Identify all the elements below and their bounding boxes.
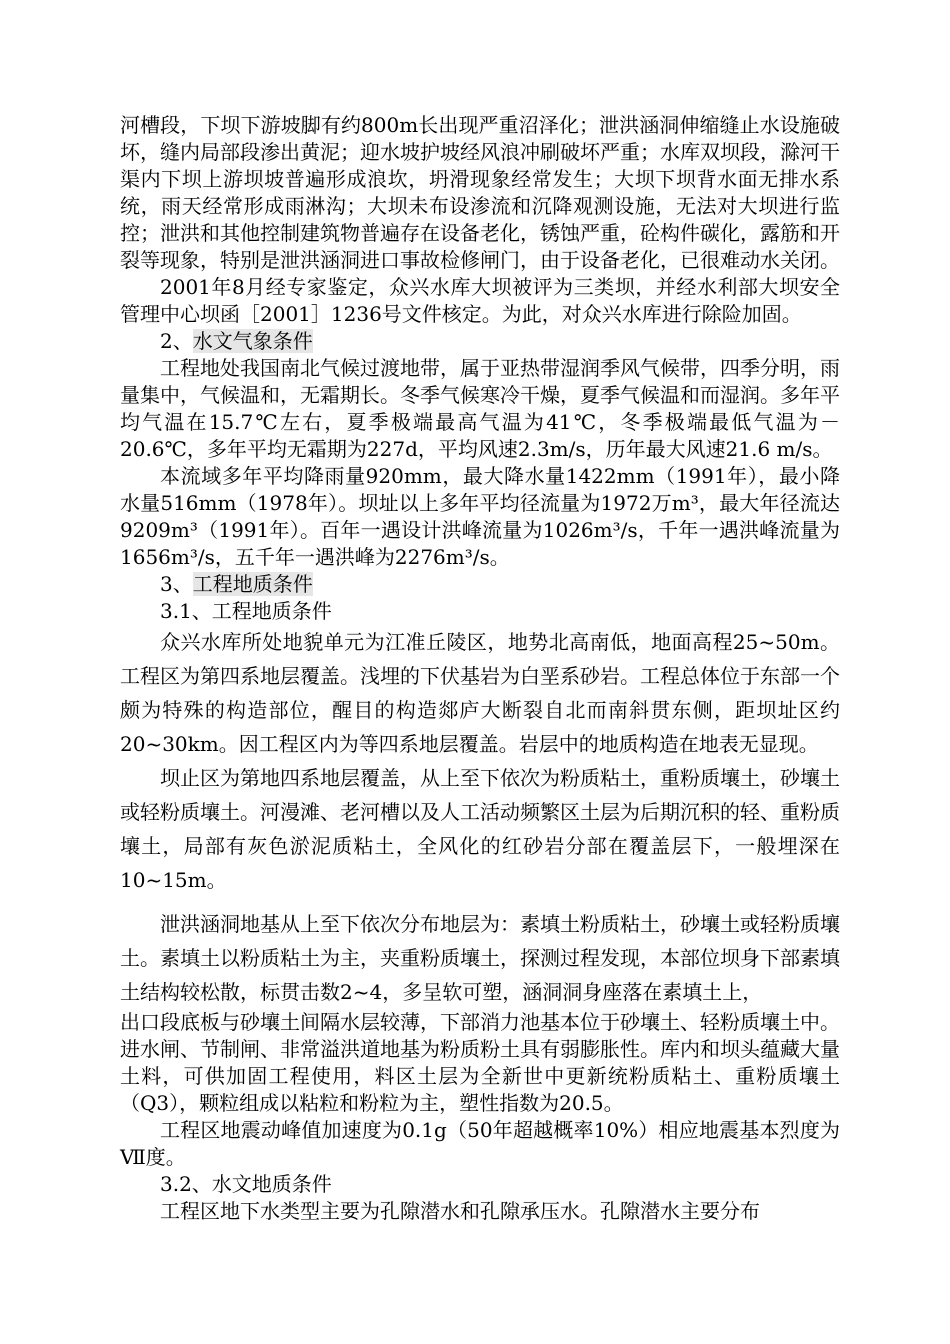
section-heading-hydrology xyxy=(120,328,840,355)
paragraph-seismic: 工程区地震动峰值加速度为0.1g（50年超越概率10%）相应地震基本烈度为Ⅶ度。 xyxy=(120,1118,840,1169)
subsection-heading-engineering-geology: 3.1、工程地质条件 xyxy=(160,599,332,623)
subsection-heading-hydrogeology: 3.2、水文地质条件 xyxy=(160,1172,332,1196)
paragraph-dam-defects: 河槽段，下坝下游坡脚有约800m长出现严重沼泽化；泄洪涵洞伸缩缝止水设施破坏，缝内局部段渗出黄泥；迎水坡护坡经风浪冲刷破坏严重；水库双坝段，滁河干渠内下坝上游坝坡普遍形成浪坎，坍滑现象经常发生；大坝下坝背水面无排水系统，雨天经常形成雨淋沟；大坝未布设渗流和沉降观测设施，无法对大坝进行监控；泄洪和其他控制建筑物普遍存在设备老化，锈蚀严重，砼构件碳化，露筋和开裂等现象，特别是泄洪涵洞进口事故检修闸门，由于设备老化，已很难动水关闭。 xyxy=(120,113,840,272)
document-page xyxy=(120,112,840,1225)
section-title: 工程地质条件 xyxy=(192,572,313,596)
paragraph-dam-site-strata: 坝止区为第地四系地层覆盖，从上至下依次为粉质粘土，重粉质壤土，砂壤土或轻粉质壤土。河漫滩、老河槽以及人工活动频繁区土层为后期沉积的轻、重粉质壤土，局部有灰色淤泥质粘土，全风化的红砂岩分部在覆盖层下，一般埋深在10~15m。 xyxy=(120,766,840,892)
paragraph-culvert-foundation: 泄洪涵洞地基从上至下依次分布地层为：素填土粉质粘土，砂壤土或轻粉质壤土。素填土以粉质粘土为主，夹重粉质壤土，探测过程发现，本部位坝身下部素填土结构较松散，标贯击数2~4，多呈软可塑，涵洞洞身座落在素填土上， xyxy=(120,912,840,1004)
paragraph-climate: 工程地处我国南北气候过渡地带，属于亚热带湿润季风气候带，四季分明，雨量集中，气候温和，无霜期长。冬季气候寒冷干燥，夏季气候温和而湿润。多年平均气温在15.7℃左右，夏季极端最高气温为41℃，冬季极端最低气温为－20.6℃，多年平均无霜期为227d，平均风速2.3m/s，历年最大风速21.6 m/s。 xyxy=(120,356,840,461)
paragraph-groundwater: 工程区地下水类型主要为孔隙潜水和孔隙承压水。孔隙潜水主要分布 xyxy=(160,1199,760,1223)
section-title: 水文气象条件 xyxy=(192,329,313,353)
section-number: 2、 xyxy=(160,329,193,353)
paragraph-precipitation: 本流域多年平均降雨量920mm，最大降水量1422mm（1991年），最小降水量516mm（1978年）。坝址以上多年平均径流量为1972万m³，最大年径流达9209m³（1991年）。百年一遇设计洪峰流量为1026m³/s，千年一遇洪峰流量为1656m³/s，五千年一遇洪峰为2276m³/s。 xyxy=(120,464,840,569)
section-heading-geology xyxy=(120,571,840,598)
paragraph-landform: 众兴水库所处地貌单元为江准丘陵区，地势北高南低，地面高程25~50m。工程区为第四系地层覆盖。浅埋的下伏基岩为白垩系砂岩。工程总体位于东部一个颇为特殊的构造部位，醒目的构造郯庐大断裂自北而南斜贯东侧，距坝址区约20~30km。因工程区内为等四系地层覆盖。岩层中的地质构造在地表无显现。 xyxy=(120,630,840,756)
section-number: 3、 xyxy=(160,572,193,596)
paragraph-safety-appraisal: 2001年8月经专家鉴定，众兴水库大坝被评为三类坝，并经水利部大坝安全管理中心坝函［2001］1236号文件核定。为此，对众兴水库进行除险加固。 xyxy=(120,275,840,326)
paragraph-outlet-foundation: 出口段底板与砂壤土间隔水层较薄，下部消力池基本位于砂壤土、轻粉质壤土中。进水闸、节制闸、非常溢洪道地基为粉质粉土具有弱膨胀性。库内和坝头蕴藏大量土料，可供加固工程使用，料区土层为全新世中更新统粉质粘土、重粉质壤土（Q3），颗粒组成以粘粒和粉粒为主，塑性指数为20.5。 xyxy=(120,1010,840,1115)
